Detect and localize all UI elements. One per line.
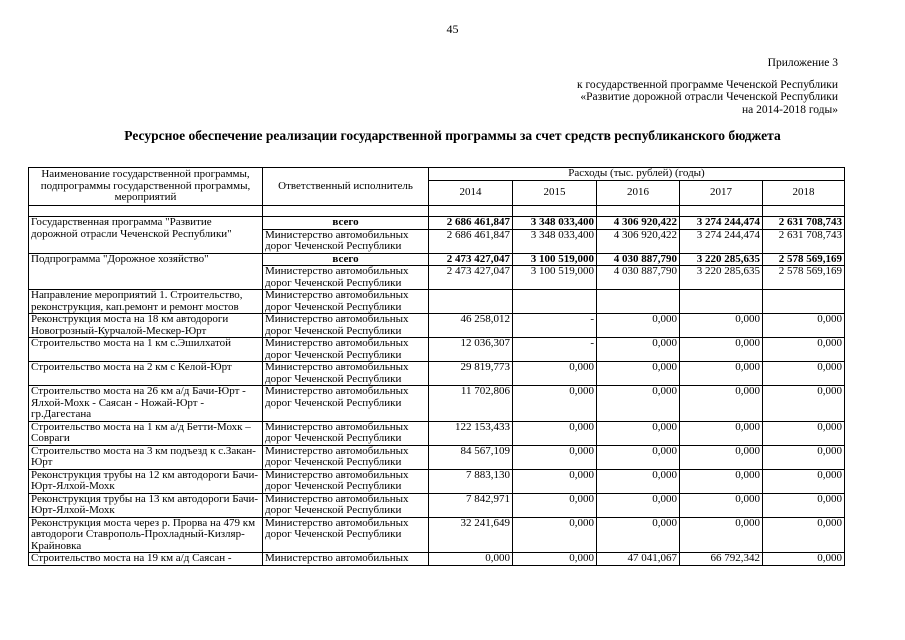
value-cell: 0,000 [680, 445, 763, 469]
value-cell: 0,000 [763, 445, 845, 469]
value-cell: 3 274 244,474 [680, 217, 763, 230]
executor-cell: Министерство автомобильных [263, 553, 429, 566]
empty-value-cell [763, 290, 845, 314]
value-cell: 0,000 [763, 493, 845, 517]
value-cell: 2 578 569,169 [763, 253, 845, 266]
executor-cell: Министерство автомобильных дорог Чеченской Республики [263, 314, 429, 338]
table-row [29, 493, 845, 517]
subprogram-name: Подпрограмма "Дорожное хозяйство" [29, 253, 263, 290]
executor-cell: Министерство автомобильных дорог Чеченской Республики [263, 517, 429, 553]
value-cell: 4 030 887,790 [597, 266, 680, 290]
value-cell: 2 473 427,047 [429, 266, 513, 290]
value-cell: 0,000 [763, 338, 845, 362]
program-total-row [29, 217, 845, 230]
value-cell: 0,000 [597, 517, 680, 553]
header-expenses: Расходы (тыс. рублей) (годы) [429, 168, 845, 181]
executor-cell: Министерство автомобильных дорог Чеченской Республики [263, 493, 429, 517]
executor-cell: Министерство автомобильных дорог Чеченской Республики [263, 469, 429, 493]
value-cell: 7 842,971 [429, 493, 513, 517]
empty-value-cell [597, 290, 680, 314]
value-cell: 0,000 [513, 469, 597, 493]
table-row [29, 362, 845, 386]
measure-name: Строительство моста на 1 км с.Эшилхатой [29, 338, 263, 362]
value-cell: 2 578 569,169 [763, 266, 845, 290]
measure-name: Реконструкция трубы на 13 км автодороги Бачи-Юрт-Ялхой-Мохк [29, 493, 263, 517]
value-cell: 2 631 708,743 [763, 229, 845, 253]
value-cell: 0,000 [763, 517, 845, 553]
value-cell: 0,000 [680, 362, 763, 386]
value-cell: 2 686 461,847 [429, 229, 513, 253]
value-cell: - [513, 314, 597, 338]
header-executor: Ответственный исполнитель [263, 168, 429, 206]
value-cell: 0,000 [680, 421, 763, 445]
header-name: Наименование государственной программы, подпрограммы государственной программы, мероприятий [29, 168, 263, 206]
table-row [29, 314, 845, 338]
spacer-row [29, 206, 845, 217]
page-title: Ресурсное обеспечение реализации государственной программы за счет средств республиканского бюджета [124, 128, 781, 143]
value-cell: 0,000 [513, 362, 597, 386]
value-cell: 0,000 [597, 421, 680, 445]
table-row [29, 386, 845, 422]
page-number: 45 [446, 22, 459, 36]
value-cell: 0,000 [763, 421, 845, 445]
value-cell: 0,000 [763, 553, 845, 566]
value-cell: 0,000 [513, 553, 597, 566]
executor-cell: Министерство автомобильных дорог Чеченской Республики [263, 386, 429, 422]
subprogram-total-row [29, 253, 845, 266]
table-row [29, 553, 845, 566]
appendix-line: к государственной программе Чеченской Республики [577, 78, 838, 91]
value-cell: 0,000 [513, 517, 597, 553]
value-cell: 3 348 033,400 [513, 229, 597, 253]
value-cell: 84 567,109 [429, 445, 513, 469]
measure-name: Строительство моста на 2 км с Келой-Юрт [29, 362, 263, 386]
value-cell: - [513, 338, 597, 362]
value-cell: 12 036,307 [429, 338, 513, 362]
program-name: Государственная программа "Развитие дорожной отрасли Чеченской Республики" [29, 217, 263, 254]
value-cell: 2 686 461,847 [429, 217, 513, 230]
header-year: 2014 [429, 181, 513, 206]
executor-cell: Министерство автомобильных дорог Чеченской Республики [263, 229, 429, 253]
value-cell: 3 220 285,635 [680, 266, 763, 290]
measure-name: Строительство моста на 26 км а/д Бачи-Юрт - Ялхой-Мохк - Саясан - Ножай-Юрт - гр.Дагестана [29, 386, 263, 422]
value-cell: 0,000 [763, 314, 845, 338]
appendix-line: на 2014-2018 годы» [741, 103, 838, 116]
value-cell: 0,000 [513, 421, 597, 445]
value-cell: 46 258,012 [429, 314, 513, 338]
appendix-title: Приложение 3 [767, 57, 838, 69]
value-cell: 0,000 [513, 445, 597, 469]
value-cell: 3 100 519,000 [513, 266, 597, 290]
value-cell: 0,000 [763, 386, 845, 422]
measure-name: Реконструкция моста через р. Прорва на 479 км автодороги Ставрополь-Прохладный-Кизляр-Крайновка [29, 517, 263, 553]
value-cell: 2 631 708,743 [763, 217, 845, 230]
value-cell: 4 030 887,790 [597, 253, 680, 266]
value-cell: 0,000 [597, 314, 680, 338]
header-year: 2016 [597, 181, 680, 206]
value-cell: 0,000 [513, 493, 597, 517]
value-cell: 0,000 [763, 469, 845, 493]
value-cell: 0,000 [429, 553, 513, 566]
value-cell: 0,000 [597, 362, 680, 386]
total-label: всего [263, 253, 429, 266]
value-cell: 0,000 [597, 338, 680, 362]
value-cell: 0,000 [680, 493, 763, 517]
value-cell: 7 883,130 [429, 469, 513, 493]
value-cell: 0,000 [680, 469, 763, 493]
executor-cell: Министерство автомобильных дорог Чеченской Республики [263, 290, 429, 314]
executor-cell: Министерство автомобильных дорог Чеченской Республики [263, 421, 429, 445]
table-row [29, 469, 845, 493]
appendix-line: «Развитие дорожной отрасли Чеченской Республики [580, 91, 838, 103]
executor-cell: Министерство автомобильных дорог Чеченской Республики [263, 362, 429, 386]
header-year: 2015 [513, 181, 597, 206]
header-year: 2018 [763, 181, 845, 206]
value-cell: 0,000 [597, 445, 680, 469]
value-cell: 0,000 [763, 362, 845, 386]
value-cell: 29 819,773 [429, 362, 513, 386]
table-row [29, 445, 845, 469]
value-cell: 0,000 [680, 338, 763, 362]
value-cell: 32 241,649 [429, 517, 513, 553]
measure-name: Реконструкция трубы на 12 км автодороги Бачи-Юрт-Ялхой-Мохк [29, 469, 263, 493]
appendix-note [577, 57, 838, 116]
executor-cell: Министерство автомобильных дорог Чеченской Республики [263, 266, 429, 290]
total-label: всего [263, 217, 429, 230]
value-cell: 0,000 [597, 469, 680, 493]
value-cell: 3 348 033,400 [513, 217, 597, 230]
value-cell: 11 702,806 [429, 386, 513, 422]
empty-value-cell [680, 290, 763, 314]
value-cell: 0,000 [597, 386, 680, 422]
header-year: 2017 [680, 181, 763, 206]
measure-name: Реконструкция моста на 18 км автодороги Новогрозный-Курчалой-Мескер-Юрт [29, 314, 263, 338]
executor-cell: Министерство автомобильных дорог Чеченской Республики [263, 338, 429, 362]
empty-value-cell [513, 290, 597, 314]
value-cell: 66 792,342 [680, 553, 763, 566]
value-cell: 4 306 920,422 [597, 217, 680, 230]
value-cell: 2 473 427,047 [429, 253, 513, 266]
value-cell: 0,000 [680, 314, 763, 338]
direction-row [29, 290, 845, 314]
value-cell: 0,000 [680, 517, 763, 553]
table-header-row [29, 168, 845, 181]
table-row [29, 421, 845, 445]
executor-cell: Министерство автомобильных дорог Чеченской Республики [263, 445, 429, 469]
value-cell: 47 041,067 [597, 553, 680, 566]
table-row [29, 338, 845, 362]
measure-name: Строительство моста на 19 км а/д Саясан - [29, 553, 263, 566]
empty-value-cell [429, 290, 513, 314]
value-cell: 3 220 285,635 [680, 253, 763, 266]
value-cell: 3 274 244,474 [680, 229, 763, 253]
value-cell: 0,000 [680, 386, 763, 422]
measure-name: Строительство моста на 3 км подъезд к с.Закан-Юрт [29, 445, 263, 469]
value-cell: 4 306 920,422 [597, 229, 680, 253]
direction-name: Направление мероприятий 1. Строительство, реконструкция, кап.ремонт и ремонт мостов [29, 290, 263, 314]
budget-table [28, 167, 845, 566]
value-cell: 0,000 [597, 493, 680, 517]
value-cell: 3 100 519,000 [513, 253, 597, 266]
measure-name: Строительство моста на 1 км а/д Бетти-Мохк – Совраги [29, 421, 263, 445]
value-cell: 0,000 [513, 386, 597, 422]
table-row [29, 517, 845, 553]
value-cell: 122 153,433 [429, 421, 513, 445]
